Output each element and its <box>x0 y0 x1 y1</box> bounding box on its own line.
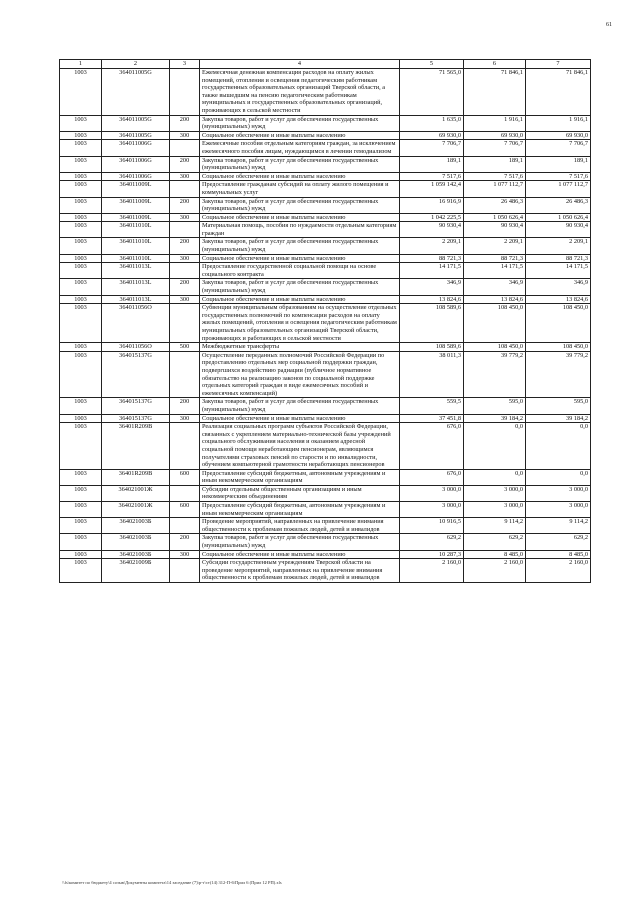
target-code-cell: 364021001Ж <box>102 502 170 518</box>
value-cell: 13 824,6 <box>464 295 526 304</box>
expense-type-cell <box>170 518 200 534</box>
target-code-cell: 364011006G <box>102 156 170 172</box>
table-row <box>60 156 591 172</box>
value-cell: 7 517,6 <box>526 172 591 181</box>
value-cell: 69 930,0 <box>526 131 591 140</box>
value-cell: 88 721,3 <box>526 254 591 263</box>
target-code-cell: 364011009L <box>102 197 170 213</box>
description-cell: Субсидии государственным учреждениям Тверской области на проведение мероприятий, направленных на привлечение внимания общественности к проблемам пожилых людей, детей и инвалидов <box>200 559 400 583</box>
table-row <box>60 69 591 116</box>
expense-type-cell <box>170 69 200 116</box>
description-cell: Ежемесячная денежная компенсация расходов на оплату жилых помещений, отопления и освещения педагогическим работникам государственных образовательных организаций Тверской области, а также вышедшим на пенсию педагогическим работникам муниципальных и государственных образовательных организаций, проживающих в сельской местности <box>200 69 400 116</box>
value-cell: 9 114,2 <box>464 518 526 534</box>
value-cell: 71 846,1 <box>526 69 591 116</box>
value-cell: 2 160,0 <box>400 559 464 583</box>
description-cell: Предоставление государственной социальной помощи на основе социального контракта <box>200 263 400 279</box>
target-code-cell: 364021001Ж <box>102 485 170 501</box>
expense-type-cell: 300 <box>170 254 200 263</box>
expense-type-cell <box>170 485 200 501</box>
value-cell: 13 824,6 <box>526 295 591 304</box>
target-code-cell: 364011056O <box>102 343 170 352</box>
table-row <box>60 534 591 550</box>
table-row <box>60 115 591 131</box>
description-cell: Социальное обеспечение и иные выплаты населению <box>200 213 400 222</box>
value-cell: 88 721,3 <box>464 254 526 263</box>
target-code-cell: 364011056O <box>102 304 170 343</box>
value-cell: 39 779,2 <box>526 351 591 398</box>
description-cell: Предоставление субсидий бюджетным, автономным учреждениям и иным некоммерческим организациям <box>200 502 400 518</box>
value-cell: 629,2 <box>526 534 591 550</box>
target-code-cell: 364011009L <box>102 213 170 222</box>
table-row <box>60 559 591 583</box>
target-code-cell: 364011005G <box>102 69 170 116</box>
section-code-cell: 1003 <box>60 414 102 423</box>
description-cell: Социальное обеспечение и иные выплаты населению <box>200 131 400 140</box>
description-cell: Субвенции муниципальным образованиям на осуществление отдельных государственных полномочий по компенсации расходов на оплату жилых помещений, отопления и освещения педагогическим работникам муниципальных образовательных организаций Тверской области, проживающих и работающих в сельской местности <box>200 304 400 343</box>
section-code-cell: 1003 <box>60 172 102 181</box>
target-code-cell: 364021009Б <box>102 559 170 583</box>
value-cell: 39 184,2 <box>464 414 526 423</box>
section-code-cell: 1003 <box>60 279 102 295</box>
expense-type-cell <box>170 559 200 583</box>
table-row <box>60 518 591 534</box>
value-cell: 26 486,3 <box>464 197 526 213</box>
value-cell: 71 565,0 <box>400 69 464 116</box>
value-cell: 88 721,3 <box>400 254 464 263</box>
section-code-cell: 1003 <box>60 197 102 213</box>
description-cell: Социальное обеспечение и иные выплаты населению <box>200 295 400 304</box>
target-code-cell: 364011010L <box>102 238 170 254</box>
target-code-cell: 364011006G <box>102 172 170 181</box>
value-cell: 39 779,2 <box>464 351 526 398</box>
table-row <box>60 181 591 197</box>
value-cell: 90 930,4 <box>464 222 526 238</box>
description-cell: Социальное обеспечение и иные выплаты населению <box>200 172 400 181</box>
target-code-cell: 364011013L <box>102 279 170 295</box>
description-cell: Закупка товаров, работ и услуг для обеспечения государственных (муниципальных) нужд <box>200 197 400 213</box>
value-cell: 108 589,6 <box>400 343 464 352</box>
table-header-row <box>60 60 591 69</box>
section-code-cell: 1003 <box>60 423 102 470</box>
table-row <box>60 343 591 352</box>
section-code-cell: 1003 <box>60 398 102 414</box>
value-cell: 0,0 <box>526 423 591 470</box>
expense-type-cell: 300 <box>170 213 200 222</box>
table-row <box>60 222 591 238</box>
description-cell: Материальная помощь, пособия по нуждаемости отдельным категориям граждан <box>200 222 400 238</box>
value-cell: 10 287,3 <box>400 550 464 559</box>
target-code-cell: 364011005G <box>102 131 170 140</box>
value-cell: 39 184,2 <box>526 414 591 423</box>
target-code-cell: 364011013L <box>102 295 170 304</box>
expense-type-cell: 200 <box>170 279 200 295</box>
value-cell: 1 077 112,7 <box>526 181 591 197</box>
file-path-footer: \\fs\комитет по бюджету\4 созыв\Документы комитета\14 заседание (7)\р-т\ст(14) 312-П-6\Прил 6 (Прил 12 РП).xls <box>62 880 282 885</box>
value-cell: 595,0 <box>464 398 526 414</box>
table-row <box>60 423 591 470</box>
description-cell: Проведение мероприятий, направленных на привлечение внимания общественности к проблемам пожилых людей, детей и инвалидов <box>200 518 400 534</box>
target-code-cell: 364011006G <box>102 140 170 156</box>
description-cell: Закупка товаров, работ и услуг для обеспечения государственных (муниципальных) нужд <box>200 534 400 550</box>
expense-type-cell: 300 <box>170 414 200 423</box>
section-code-cell: 1003 <box>60 485 102 501</box>
value-cell: 3 000,0 <box>400 485 464 501</box>
section-code-cell: 1003 <box>60 304 102 343</box>
table-row <box>60 502 591 518</box>
value-cell: 108 450,0 <box>464 343 526 352</box>
column-header: 5 <box>400 60 464 69</box>
description-cell: Осуществление переданных полномочий Российской Федерации по предоставлению отдельных мер социальной поддержки граждан, подвергшихся воздействию радиации (публичное нормативное обязательство на реализацию законов по социальной поддержке отдельных категорий граждан в виде ежемесячных пособий и ежемесячных компенсаций) <box>200 351 400 398</box>
value-cell: 676,0 <box>400 469 464 485</box>
value-cell: 7 706,7 <box>464 140 526 156</box>
section-code-cell: 1003 <box>60 181 102 197</box>
column-header: 2 <box>102 60 170 69</box>
table-row <box>60 172 591 181</box>
value-cell: 629,2 <box>400 534 464 550</box>
value-cell: 2 160,0 <box>464 559 526 583</box>
table-row <box>60 131 591 140</box>
description-cell: Субсидии отдельным общественным организациям и иным некоммерческим объединениям <box>200 485 400 501</box>
value-cell: 38 011,3 <box>400 351 464 398</box>
target-code-cell: 364015137G <box>102 351 170 398</box>
description-cell: Социальное обеспечение и иные выплаты населению <box>200 414 400 423</box>
section-code-cell: 1003 <box>60 263 102 279</box>
value-cell: 1 050 626,4 <box>464 213 526 222</box>
expense-type-cell: 200 <box>170 115 200 131</box>
value-cell: 2 209,1 <box>526 238 591 254</box>
value-cell: 108 589,6 <box>400 304 464 343</box>
value-cell: 346,9 <box>526 279 591 295</box>
target-code-cell: 364015137G <box>102 398 170 414</box>
value-cell: 2 209,1 <box>464 238 526 254</box>
value-cell: 189,1 <box>400 156 464 172</box>
value-cell: 3 000,0 <box>400 502 464 518</box>
section-code-cell: 1003 <box>60 502 102 518</box>
value-cell: 1 916,1 <box>526 115 591 131</box>
section-code-cell: 1003 <box>60 518 102 534</box>
section-code-cell: 1003 <box>60 156 102 172</box>
value-cell: 7 517,6 <box>464 172 526 181</box>
value-cell: 108 450,0 <box>526 304 591 343</box>
expense-type-cell <box>170 304 200 343</box>
value-cell: 90 930,4 <box>400 222 464 238</box>
section-code-cell: 1003 <box>60 254 102 263</box>
value-cell: 1 077 112,7 <box>464 181 526 197</box>
value-cell: 1 050 626,4 <box>526 213 591 222</box>
target-code-cell: 364011010L <box>102 254 170 263</box>
value-cell: 2 160,0 <box>526 559 591 583</box>
expense-type-cell: 200 <box>170 238 200 254</box>
description-cell: Закупка товаров, работ и услуг для обеспечения государственных (муниципальных) нужд <box>200 115 400 131</box>
expense-type-cell: 200 <box>170 156 200 172</box>
expense-type-cell <box>170 263 200 279</box>
table-row <box>60 279 591 295</box>
target-code-cell: 364011005G <box>102 115 170 131</box>
value-cell: 189,1 <box>464 156 526 172</box>
value-cell: 1 042 225,5 <box>400 213 464 222</box>
table-row <box>60 197 591 213</box>
expense-type-cell <box>170 351 200 398</box>
section-code-cell: 1003 <box>60 351 102 398</box>
value-cell: 8 485,0 <box>464 550 526 559</box>
column-header: 4 <box>200 60 400 69</box>
table-row <box>60 469 591 485</box>
value-cell: 2 209,1 <box>400 238 464 254</box>
target-code-cell: 364011013L <box>102 263 170 279</box>
target-code-cell: 364015137G <box>102 414 170 423</box>
value-cell: 676,0 <box>400 423 464 470</box>
value-cell: 3 000,0 <box>526 485 591 501</box>
column-header: 1 <box>60 60 102 69</box>
expense-type-cell: 200 <box>170 197 200 213</box>
value-cell: 37 451,8 <box>400 414 464 423</box>
table-row <box>60 295 591 304</box>
section-code-cell: 1003 <box>60 550 102 559</box>
section-code-cell: 1003 <box>60 295 102 304</box>
target-code-cell: 364011009L <box>102 181 170 197</box>
value-cell: 26 486,3 <box>526 197 591 213</box>
table-row <box>60 414 591 423</box>
value-cell: 559,5 <box>400 398 464 414</box>
value-cell: 71 846,1 <box>464 69 526 116</box>
expense-type-cell <box>170 181 200 197</box>
column-header: 6 <box>464 60 526 69</box>
section-code-cell: 1003 <box>60 140 102 156</box>
value-cell: 7 706,7 <box>526 140 591 156</box>
target-code-cell: 364021003Б <box>102 518 170 534</box>
value-cell: 14 171,5 <box>464 263 526 279</box>
target-code-cell: 36401R209B <box>102 469 170 485</box>
value-cell: 595,0 <box>526 398 591 414</box>
description-cell: Социальное обеспечение и иные выплаты населению <box>200 254 400 263</box>
expense-type-cell <box>170 222 200 238</box>
target-code-cell: 364011010L <box>102 222 170 238</box>
description-cell: Предоставление субсидий бюджетным, автономным учреждениям и иным некоммерческим организациям <box>200 469 400 485</box>
description-cell: Закупка товаров, работ и услуг для обеспечения государственных (муниципальных) нужд <box>200 238 400 254</box>
target-code-cell: 364021003Б <box>102 550 170 559</box>
section-code-cell: 1003 <box>60 69 102 116</box>
expense-type-cell: 600 <box>170 502 200 518</box>
table-row <box>60 550 591 559</box>
table-row <box>60 254 591 263</box>
description-cell: Закупка товаров, работ и услуг для обеспечения государственных (муниципальных) нужд <box>200 156 400 172</box>
description-cell: Ежемесячные пособия отдельным категориям граждан, за исключением ежемесячного пособия лицам, нуждающимся в лечении гемодиализом <box>200 140 400 156</box>
value-cell: 3 000,0 <box>464 485 526 501</box>
value-cell: 3 000,0 <box>526 502 591 518</box>
table-row <box>60 398 591 414</box>
target-code-cell: 364021003Б <box>102 534 170 550</box>
page-number: 61 <box>606 22 612 28</box>
section-code-cell: 1003 <box>60 222 102 238</box>
value-cell: 14 171,5 <box>400 263 464 279</box>
value-cell: 7 517,6 <box>400 172 464 181</box>
value-cell: 14 171,5 <box>526 263 591 279</box>
description-cell: Закупка товаров, работ и услуг для обеспечения государственных (муниципальных) нужд <box>200 398 400 414</box>
budget-table <box>59 59 591 583</box>
value-cell: 13 824,6 <box>400 295 464 304</box>
value-cell: 346,9 <box>400 279 464 295</box>
section-code-cell: 1003 <box>60 238 102 254</box>
value-cell: 189,1 <box>526 156 591 172</box>
expense-type-cell: 300 <box>170 295 200 304</box>
description-cell: Предоставление гражданам субсидий на оплату жилого помещения и коммунальных услуг <box>200 181 400 197</box>
table-row <box>60 304 591 343</box>
section-code-cell: 1003 <box>60 469 102 485</box>
value-cell: 1 916,1 <box>464 115 526 131</box>
column-header: 7 <box>526 60 591 69</box>
section-code-cell: 1003 <box>60 115 102 131</box>
value-cell: 1 059 142,4 <box>400 181 464 197</box>
expense-type-cell: 200 <box>170 534 200 550</box>
value-cell: 108 450,0 <box>526 343 591 352</box>
value-cell: 3 000,0 <box>464 502 526 518</box>
expense-type-cell <box>170 140 200 156</box>
expense-type-cell: 300 <box>170 550 200 559</box>
table-row <box>60 213 591 222</box>
description-cell: Закупка товаров, работ и услуг для обеспечения государственных (муниципальных) нужд <box>200 279 400 295</box>
description-cell: Реализация социальных программ субъектов Российской Федерации, связанных с укреплением материально-технической базы учреждений социального обслуживания населения и оказанием адресной социальной помощи неработающим пенсионерам, являющимся получателями страховых пенсий по старости и по инвалидности, обучением компьютерной грамотности неработающих пенсионеров <box>200 423 400 470</box>
table-row <box>60 263 591 279</box>
column-header: 3 <box>170 60 200 69</box>
expense-type-cell: 500 <box>170 343 200 352</box>
value-cell: 8 485,0 <box>526 550 591 559</box>
value-cell: 629,2 <box>464 534 526 550</box>
value-cell: 7 706,7 <box>400 140 464 156</box>
expense-type-cell: 200 <box>170 398 200 414</box>
value-cell: 69 930,0 <box>400 131 464 140</box>
value-cell: 9 114,2 <box>526 518 591 534</box>
value-cell: 1 635,0 <box>400 115 464 131</box>
value-cell: 0,0 <box>464 469 526 485</box>
section-code-cell: 1003 <box>60 343 102 352</box>
target-code-cell: 36401R209B <box>102 423 170 470</box>
description-cell: Социальное обеспечение и иные выплаты населению <box>200 550 400 559</box>
table-row <box>60 485 591 501</box>
table-row <box>60 238 591 254</box>
value-cell: 69 930,0 <box>464 131 526 140</box>
expense-type-cell: 600 <box>170 469 200 485</box>
value-cell: 108 450,0 <box>464 304 526 343</box>
value-cell: 346,9 <box>464 279 526 295</box>
expense-type-cell: 300 <box>170 131 200 140</box>
expense-type-cell <box>170 423 200 470</box>
value-cell: 10 916,5 <box>400 518 464 534</box>
value-cell: 16 916,9 <box>400 197 464 213</box>
value-cell: 0,0 <box>526 469 591 485</box>
table-row <box>60 140 591 156</box>
value-cell: 90 930,4 <box>526 222 591 238</box>
section-code-cell: 1003 <box>60 131 102 140</box>
section-code-cell: 1003 <box>60 213 102 222</box>
description-cell: Межбюджетные трансферты <box>200 343 400 352</box>
value-cell: 0,0 <box>464 423 526 470</box>
section-code-cell: 1003 <box>60 559 102 583</box>
expense-type-cell: 300 <box>170 172 200 181</box>
section-code-cell: 1003 <box>60 534 102 550</box>
table-row <box>60 351 591 398</box>
